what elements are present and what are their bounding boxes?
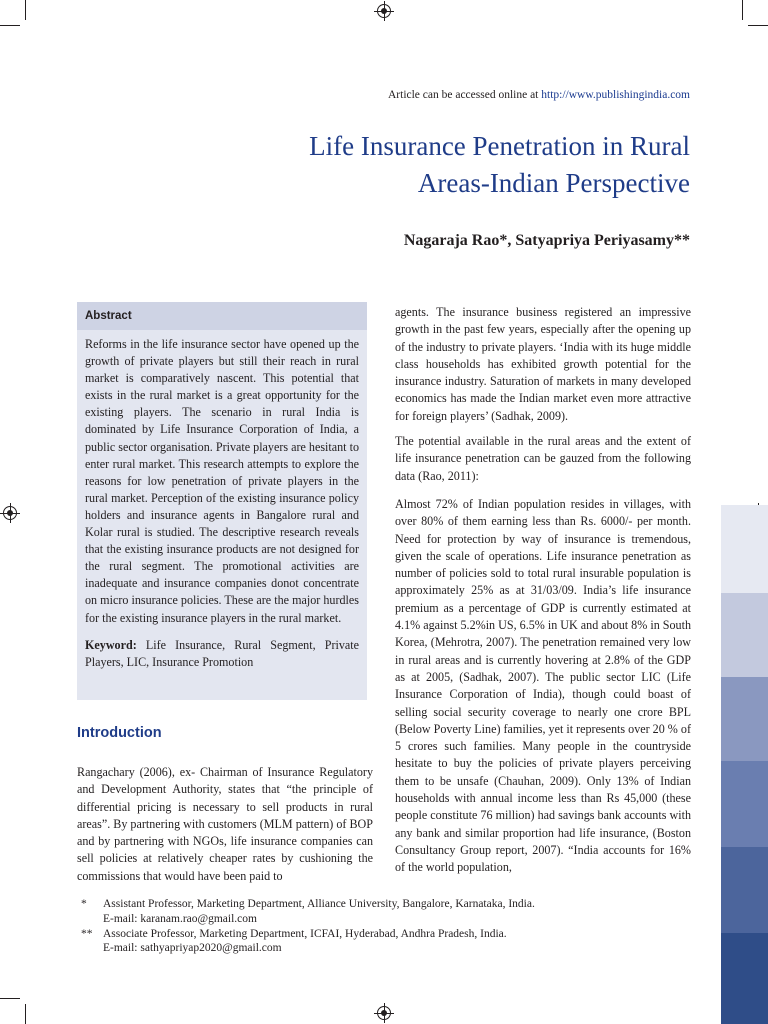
footnote bbox=[77, 897, 677, 927]
footnote-email[interactable]: E-mail: karanam.rao@gmail.com bbox=[103, 912, 257, 925]
article-title bbox=[170, 128, 690, 202]
color-bar-segment bbox=[721, 505, 768, 593]
color-bar-segment bbox=[721, 847, 768, 933]
title-line-1: Life Insurance Penetration in Rural bbox=[309, 131, 690, 161]
footnote bbox=[77, 927, 677, 957]
color-bar-segment bbox=[721, 761, 768, 847]
color-bar-segment bbox=[721, 593, 768, 677]
right-column-paragraph: agents. The insurance business registered an impressive growth in the past few years, especially after the opening up of the industry to private players. ‘India with its huge middle class households has exhibited growth potential for the insurance industry. Saturation of markets in many developed economics has made the Indian market even more attractive for foreign players’ (Sadhak, 2009). bbox=[395, 305, 691, 423]
access-note bbox=[388, 89, 690, 101]
authors: Nagaraja Rao*, Satyapriya Periyasamy** bbox=[403, 232, 690, 249]
footnote-affiliation: Associate Professor, Marketing Department, ICFAI, Hyderabad, Andhra Pradesh, India. bbox=[103, 927, 507, 940]
access-prefix: Article can be accessed online at bbox=[387, 89, 542, 101]
keywords bbox=[77, 627, 367, 671]
crop-mark bbox=[25, 1004, 26, 1024]
keyword-list: Life Insurance, Rural Segment, Private Players, LIC, Insurance Promotion bbox=[85, 637, 359, 669]
crop-mark bbox=[25, 0, 26, 20]
registration-mark-icon bbox=[3, 506, 17, 520]
introduction-text: Rangachary (2006), ex- Chairman of Insurance Regulatory and Development Authority, states that “the principle of differential pricing is necessary to sell products in rural areas”. By partnering with customers (MLM pattern) of BOP and by partnering with NGOs, life insurance companies can sell policies at relatively cheaper rates by cushioning the commissions that would have been paid to bbox=[77, 765, 373, 883]
abstract-text: Reforms in the life insurance sector have opened up the growth of private players but still their reach in rural market is comparatively nascent. This potential that exists in the rural market is a great opportunity for the existing players. The scenario in rural India is dominated by Life Insurance Corporation of India, a public sector organisation. Private players are hesitant to enter rural market. This research attempts to explore the reasons for low penetration of private players in the rural market. Perception of the existing insurance policy holders and insurance agents in Bangalore rural and Kolar rural is studied. The descriptive research reveals that the existing insurance products are not designed for the rural segment. The promotional activities are inadequate and insurance companies donot concentrate on micro insurance policies. These are the major hurdles for the existing insurance players in the rural market. bbox=[85, 337, 359, 625]
color-bar-segment bbox=[721, 933, 768, 1024]
registration-mark-icon bbox=[377, 1006, 391, 1020]
footnote-affiliation: Assistant Professor, Marketing Department, Alliance University, Bangalore, Karnataka, India. bbox=[103, 898, 535, 910]
registration-mark-icon bbox=[377, 4, 391, 18]
right-column-paragraph: The potential available in the rural areas and the extent of life insurance penetration can be gauzed from the following data (Rao, 2011): bbox=[395, 434, 691, 483]
abstract-box bbox=[77, 302, 367, 700]
abstract-heading: Abstract bbox=[77, 302, 367, 330]
crop-mark bbox=[742, 0, 743, 20]
color-bar-segment bbox=[721, 677, 768, 761]
footnote-email[interactable]: E-mail: sathyapriyap2020@gmail.com bbox=[103, 942, 282, 955]
crop-mark bbox=[0, 998, 20, 999]
footnotes bbox=[77, 897, 677, 956]
crop-mark bbox=[0, 25, 20, 26]
publisher-link[interactable]: http://www.publishingindia.com bbox=[541, 89, 690, 101]
footnote-mark: * bbox=[81, 898, 87, 910]
right-column-paragraph: Almost 72% of Indian population resides in villages, with over 80% of them earning less than Rs. 6000/- per month. Need for protection by way of insurance is tremendous, given the scale of operations. Life insurance penetration as number of policies sold to total rural insurable population is approximately 25% as at 31/03/09. India’s life insurance premium as a percentage of GDP is currently estimated at 4.1% against 5.2%in US, 6.5% in UK and about 8% in South Korea, (Mehrotra, 2007). The penetration remained very low in rural areas and is currently hovering at 2.8% of the GDP as at 2005, (Sadhak, 2007). The public sector LIC (Life Insurance Corporation of India), though could boast of selling social security coverage to nearly one crore BPL (Below Poverty Line) families, yet it represents over 20 % of 5 crores such families. Many people in the countryside hesitate to buy the policies of private players perceiving them to be unsafe (Chauhan, 2009). Only 13% of Indian households with annual income less than Rs 45,000 (these people constitute 76 million) had savings bank accounts with any bank and similar proportion had life insurance, (Boston Consultancy Group report, 2007). “India accounts for 16% of the world population, bbox=[395, 497, 691, 875]
crop-mark bbox=[748, 25, 768, 26]
keyword-label: Keyword: bbox=[85, 637, 137, 652]
introduction-heading: Introduction bbox=[77, 725, 162, 741]
footnote-mark: ** bbox=[81, 927, 93, 940]
title-line-2: Areas-Indian Perspective bbox=[417, 168, 690, 198]
